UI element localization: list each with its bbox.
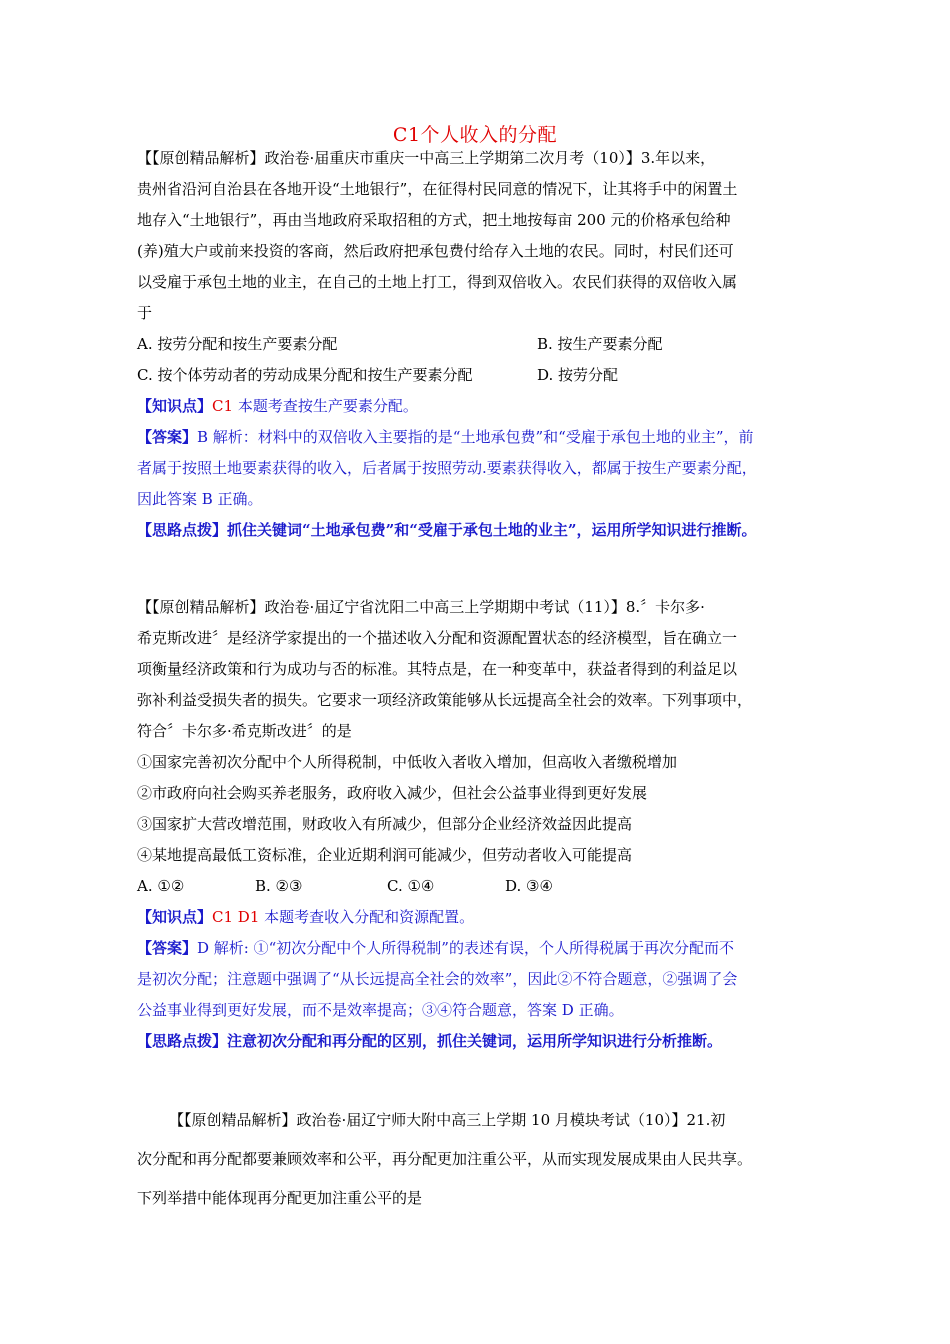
- question-2-line: 希克斯改进〞是经济学家提出的一个描述收入分配和资源配置状态的经济模型，旨在确立一: [137, 629, 738, 647]
- statement-1: ①国家完善初次分配中个人所得税制，中低收入者收入增加，但高收入者缴税增加: [137, 753, 678, 771]
- question-1-line: 于: [137, 304, 153, 322]
- answer-text: B 解析：材料中的双倍收入主要指的是“土地承包费”和“受雇于承包土地的业主”，前: [197, 428, 754, 446]
- knowledge-label: 【知识点】: [137, 397, 213, 415]
- question-1-line: (养)殖大户或前来投资的客商，然后政府把承包费付给存入土地的农民。同时，村民们还可: [137, 242, 734, 260]
- question-1-line: 贵州省沿河自治县在各地开设“土地银行”，在征得村民同意的情况下，让其将手中的闲置土: [137, 180, 738, 198]
- tip-line: [137, 515, 827, 546]
- option-a: A. ①②: [137, 877, 185, 895]
- answer-line: 因此答案 B 正确。: [137, 490, 263, 508]
- tip-label: 【思路点拨】: [137, 1032, 228, 1050]
- question-2-line: 弥补利益受损失者的损失。它要求一项经济政策能够从长远提高全社会的效率。下列事项中，: [137, 691, 753, 709]
- question-2-line: 项衡量经济政策和行为成功与否的标准。其特点是，在一种变革中，获益者得到的利益足以: [137, 660, 738, 678]
- answer-line: 者属于按照土地要素获得的收入，后者属于按照劳动.要素获得收入，都属于按生产要素分配，: [137, 459, 757, 477]
- question-3: [137, 1101, 827, 1218]
- tip-text: 注意初次分配和再分配的区别，抓住关键词，运用所学知识进行分析推断。: [227, 1032, 723, 1050]
- question-1-text: 年以来，: [655, 149, 716, 167]
- option-b: B. 按生产要素分配: [537, 335, 663, 353]
- tip-line: [137, 1026, 827, 1057]
- knowledge-code: C1 D1: [212, 908, 260, 926]
- question-2-line: 【【原创精品解析】政治卷·届辽宁省沈阳二中高三上学期期中考试（11）】8.〞卡尔多·: [137, 598, 705, 616]
- option-c: C. ①④: [387, 877, 435, 895]
- answer-line: [137, 933, 827, 964]
- question-3-line: 【【原创精品解析】政治卷·届辽宁师大附中高三上学期 10 月模块考试（10）】21.初: [169, 1111, 726, 1129]
- question-3-line: 次分配和再分配都要兼顾效率和公平，再分配更加注重公平，从而实现发展成果由人民共享。: [137, 1150, 753, 1168]
- answer-line: 公益事业得到更好发展，而不是效率提高；③④符合题意，答案 D 正确。: [137, 1001, 624, 1019]
- question-2: [137, 592, 827, 1057]
- statement-2: ②市政府向社会购买养老服务，政府收入减少，但社会公益事业得到更好发展: [137, 784, 648, 802]
- statement-4: ④某地提高最低工资标准，企业近期利润可能减少，但劳动者收入可能提高: [137, 846, 633, 864]
- knowledge-label: 【知识点】: [137, 908, 213, 926]
- option-d: D. 按劳分配: [537, 366, 619, 384]
- question-2-line: 符合〞卡尔多·希克斯改进〞的是: [137, 722, 352, 740]
- question-1-options-row: [137, 360, 827, 391]
- question-1-line: 以受雇于承包土地的业主，在自己的土地上打工，得到双倍收入。农民们获得的双倍收入属: [137, 273, 738, 291]
- answer-label: 【答案】: [137, 428, 198, 446]
- knowledge-point: [137, 902, 827, 933]
- question-1: [137, 143, 827, 546]
- knowledge-text: 本题考查收入分配和资源配置。: [259, 908, 475, 926]
- knowledge-text: 本题考查按生产要素分配。: [233, 397, 418, 415]
- page-title: C1个人收入的分配: [392, 124, 558, 146]
- question-3-line: 下列举措中能体现再分配更加注重公平的是: [137, 1189, 423, 1207]
- statement-3: ③国家扩大营改增范围，财政收入有所减少，但部分企业经济效益因此提高: [137, 815, 633, 833]
- question-1-line: [137, 143, 827, 174]
- answer-line: [137, 422, 827, 453]
- answer-text: D 解析: ①“初次分配中个人所得税制”的表述有误，个人所得税属于再次分配而不: [197, 939, 734, 957]
- tip-label: 【思路点拨】: [137, 521, 228, 539]
- option-d: D. ③④: [505, 877, 553, 895]
- question-2-options-row: [137, 871, 827, 902]
- option-c: C. 按个体劳动者的劳动成果分配和按生产要素分配: [137, 366, 473, 384]
- tip-text: 抓住关键词“土地承包费”和“受雇于承包土地的业主”，运用所学知识进行推断。: [227, 521, 757, 539]
- option-b: B. ②③: [255, 877, 303, 895]
- option-a: A. 按劳分配和按生产要素分配: [137, 335, 338, 353]
- question-1-line: 地存入“土地银行”，再由当地政府采取招租的方式，把土地按每亩 200 元的价格承包给种: [137, 211, 731, 229]
- knowledge-point: [137, 391, 827, 422]
- question-1-source: 【【原创精品解析】政治卷·届重庆市重庆一中高三上学期第二次月考（10）】3.: [137, 149, 656, 167]
- question-1-options-row: [137, 329, 827, 360]
- answer-line: 是初次分配；注意题中强调了“从长远提高全社会的效率”，因此②不符合题意，②强调了会: [137, 970, 738, 988]
- answer-label: 【答案】: [137, 939, 198, 957]
- knowledge-code: C1: [212, 397, 234, 415]
